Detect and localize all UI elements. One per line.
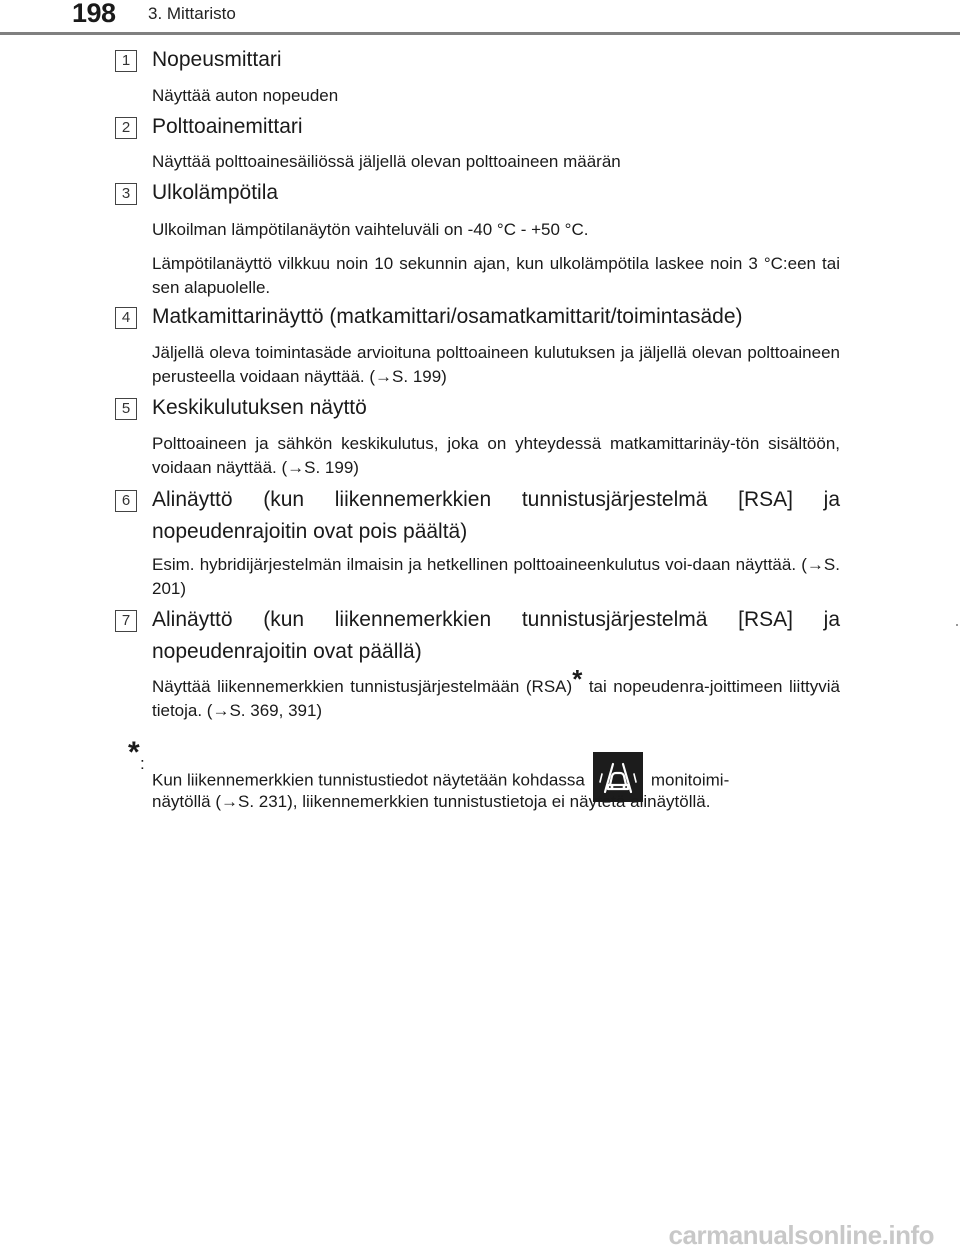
paragraph-text-after-star: tai nopeudenra-joittimeen liittyviä tietoja. (→S. 369, 391) (152, 677, 840, 720)
item-description (152, 553, 840, 611)
section-title: 3. Mittaristo (148, 4, 236, 23)
paragraph-text-before-star: Näyttää liikennemerkkien tunnistusjärjestelmään (RSA) (152, 677, 573, 696)
item-paragraph: Esim. hybridijärjestelmän ilmaisin ja hetkellinen polttoaineenkulutus voi-daan näyttää. (→S. 201) (152, 555, 840, 598)
footnote-text-before-icon: Kun liikennemerkkien tunnistustiedot näytetään kohdassa (152, 770, 585, 790)
header-divider (0, 32, 960, 35)
item-title: Ulkolämpötila (152, 181, 279, 204)
footnote-line-2: näytöllä (→S. 231), liikennemerkkien tunnistustietoja ei näytetä alinäytöllä. (152, 792, 711, 811)
item-number-badge: 1 (115, 50, 137, 72)
item-title: Nopeusmittari (152, 48, 282, 71)
item-description (152, 664, 840, 733)
item-title: Alinäyttö (kun liikennemerkkien tunnistusjärjestelmä [RSA] ja nopeudenrajoitin ovat pois päältä) (152, 488, 840, 543)
watermark: carmanualsonline.info (668, 1220, 934, 1250)
page-header (0, 0, 960, 40)
item-description (152, 341, 840, 399)
item-title: Matkamittarinäyttö (matkamittari/osamatkamittarit/toimintasäde) (152, 305, 743, 328)
footnote-reference-star: * (572, 664, 583, 694)
footnote-colon: : (140, 754, 145, 773)
item-number-badge: 6 (115, 490, 137, 512)
item-paragraph: Näyttää polttoainesäiliössä jäljellä olevan polttoaineen määrän (152, 152, 621, 171)
item-description (152, 432, 840, 490)
footnote-text-after-icon: monitoimi- (650, 770, 730, 790)
item-number-badge: 3 (115, 183, 137, 205)
item-number-badge: 5 (115, 398, 137, 420)
item-title: Keskikulutuksen näyttö (152, 396, 367, 419)
item-paragraph: Ulkoilman lämpötilanäytön vaihteluväli on -40 °C - +50 °C. (152, 220, 589, 239)
item-number-badge: 4 (115, 307, 137, 329)
item-paragraph: Lämpötilanäyttö vilkkuu noin 10 sekunnin ajan, kun ulkolämpötila laskee noin 3 °C:een tai sen alapuolelle. (152, 254, 840, 297)
item-paragraph: Polttoaineen ja sähkön keskikulutus, joka on yhteydessä matkamittarinäy-tön sisältöön, voidaan näyttää. (→S. 199) (152, 434, 840, 477)
item-paragraph: Näyttää auton nopeuden (152, 86, 339, 105)
edge-mark (956, 624, 958, 626)
item-paragraph (152, 664, 840, 723)
item-title: Alinäyttö (kun liikennemerkkien tunnistusjärjestelmä [RSA] ja nopeudenrajoitin ovat päällä) (152, 608, 840, 663)
item-description (152, 218, 840, 310)
item-number-badge: 2 (115, 117, 137, 139)
item-number-badge: 7 (115, 610, 137, 632)
page-number: 198 (72, 0, 116, 28)
item-paragraph: Jäljellä oleva toimintasäde arvioituna polttoaineen kulutuksen ja jäljellä olevan polttoaineen perusteella voidaan näyttää. (→S. 199) (152, 343, 840, 386)
footnote-star: * (128, 736, 140, 769)
item-title: Polttoainemittari (152, 115, 303, 138)
